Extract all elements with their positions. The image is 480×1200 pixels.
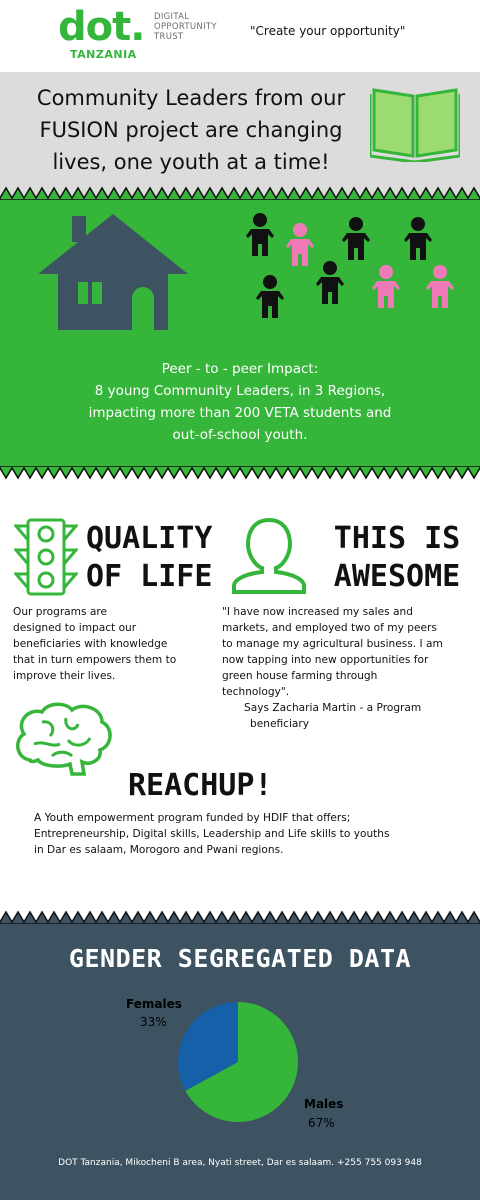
zigzag-divider-navy bbox=[0, 910, 480, 924]
house-icon bbox=[38, 212, 188, 330]
quality-text: Our programs are designed to impact our beneficiaries with knowledge that in turn empowers them to improve their lives. bbox=[13, 606, 177, 682]
person-icon bbox=[426, 265, 454, 308]
reachup-text: A Youth empowerment program funded by HDIF that offers; Entrepreneurship, Digital skills, Leadership and Life skills to youths in Dar es salaam, Morogoro and Pwani regions. bbox=[34, 812, 390, 856]
gender-title: GENDER SEGREGATED DATA bbox=[68, 944, 412, 973]
testimonial-attribution: Says Zacharia Martin - a Program beneficiary bbox=[244, 702, 422, 730]
person-icon bbox=[256, 275, 284, 318]
reachup-title: REACHUP! bbox=[128, 768, 273, 803]
person-icon bbox=[404, 217, 432, 260]
brain-icon bbox=[12, 700, 116, 778]
zigzag-divider-top bbox=[0, 186, 480, 200]
user-outline-icon bbox=[230, 516, 308, 596]
person-icon bbox=[316, 261, 344, 304]
person-icon bbox=[342, 217, 370, 260]
pie-value-males: 67% bbox=[308, 1116, 335, 1130]
hero-headline: Community Leaders from our FUSION project are changing lives, one youth at a time! bbox=[36, 86, 346, 174]
pie-label-males: Males bbox=[304, 1097, 344, 1111]
impact-text: Peer - to - peer Impact: 8 young Community Leaders, in 3 Regions, impacting more than 200 VETA students and out-of-school youth. bbox=[88, 361, 392, 443]
people-group-icon bbox=[236, 208, 472, 326]
pie-slices bbox=[178, 1002, 298, 1122]
person-icon bbox=[246, 213, 274, 256]
traffic-light-icon bbox=[14, 518, 78, 596]
logo-subtitle: TANZANIA bbox=[70, 48, 137, 61]
person-icon bbox=[286, 223, 314, 266]
pie-label-females: Females bbox=[126, 997, 182, 1011]
tagline: "Create your opportunity" bbox=[250, 24, 406, 38]
testimonial-quote: "I have now increased my sales and markets, and employed two of my peers to manage my agricultural business. I am now tapping into new opportunities for green house farming through technology". bbox=[222, 606, 443, 698]
pie-value-females: 33% bbox=[140, 1015, 167, 1029]
book-icon bbox=[370, 82, 460, 162]
logo-wordmark: dot. bbox=[58, 4, 145, 50]
logo-org-name: DIGITAL OPPORTUNITY TRUST bbox=[154, 12, 217, 42]
person-icon bbox=[372, 265, 400, 308]
awesome-title: THIS IS AWESOME bbox=[333, 521, 461, 594]
quality-title: QUALITY OF LIFE bbox=[86, 521, 213, 594]
footer-address: DOT Tanzania, Mikocheni B area, Nyati street, Dar es salaam. +255 755 093 948 bbox=[58, 1158, 422, 1168]
zigzag-divider-bottom bbox=[0, 466, 480, 480]
gender-pie-chart bbox=[100, 986, 380, 1146]
